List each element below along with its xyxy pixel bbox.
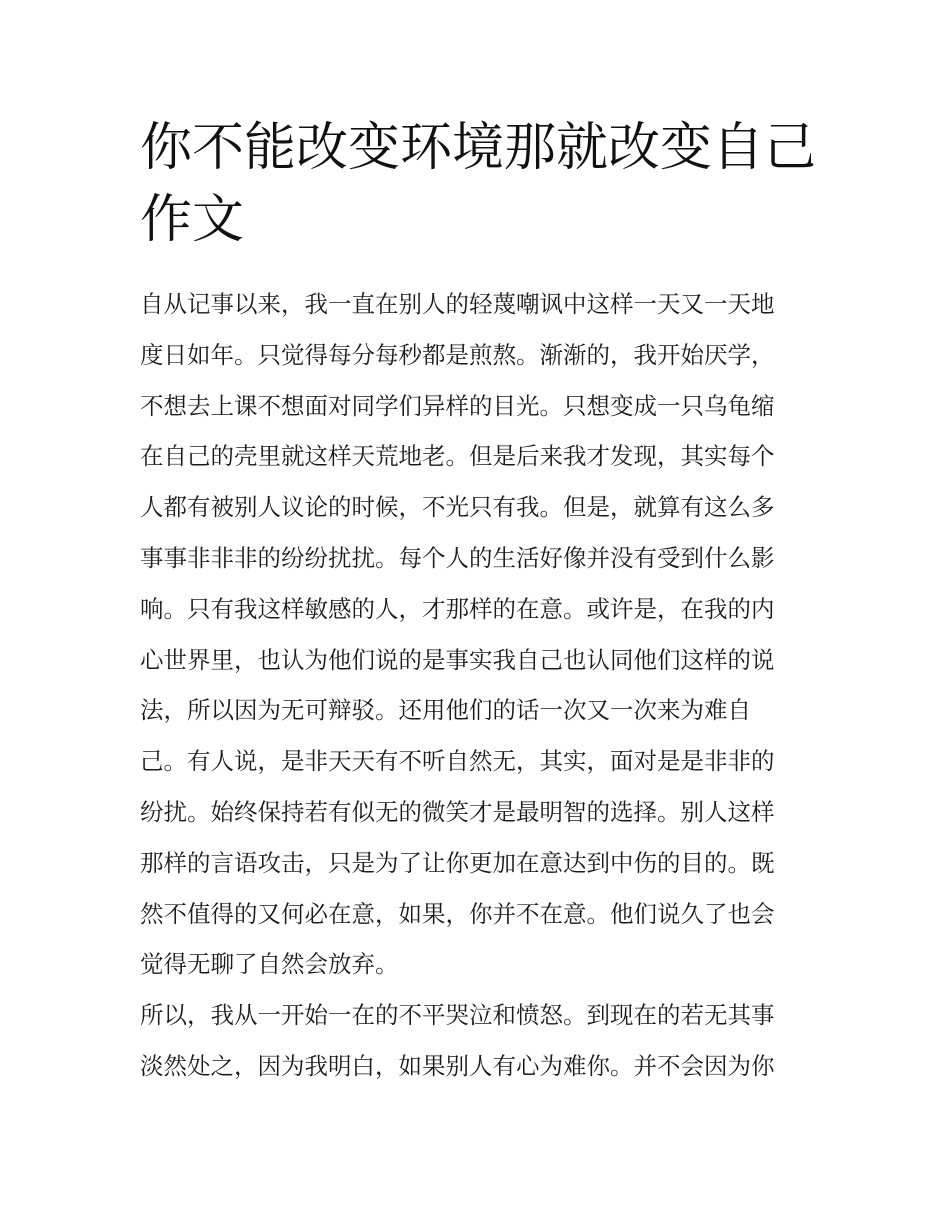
body-line: 纷扰。始终保持若有似无的微笑才是最明智的选择。别人这样 [140,797,775,826]
body-line: 淡然处之，因为我明白，如果别人有心为难你。并不会因为你 [140,1051,775,1080]
document-title [140,112,820,256]
body-line: 在自己的壳里就这样天荒地老。但是后来我才发现，其实每个 [140,442,775,471]
body-line: 自从记事以来，我一直在别人的轻蔑嘲讽中这样一天又一天地 [140,290,775,318]
document-body [140,279,820,1092]
body-line: 人都有被别人议论的时候，不光只有我。但是，就算有这么多 [140,493,775,522]
body-line: 度日如年。只觉得每分每秒都是煎熬。渐渐的，我开始厌学， [140,340,775,369]
body-line: 那样的言语攻击，只是为了让你更加在意达到中伤的目的。既 [140,848,775,877]
body-line: 所以，我从一开始一在的不平哭泣和愤怒。到现在的若无其事 [140,1001,775,1030]
body-line: 觉得无聊了自然会放弃。 [140,950,399,979]
body-line: 不想去上课不想面对同学们异样的目光。只想变成一只乌龟缩 [140,391,775,420]
body-line: 心世界里，也认为他们说的是事实我自己也认同他们这样的说 [140,645,775,674]
body-line: 响。只有我这样敏感的人，才那样的在意。或许是，在我的内 [140,594,775,623]
body-line: 事事非非非的纷纷扰扰。每个人的生活好像并没有受到什么影 [140,543,775,572]
body-line: 己。有人说，是非天天有不听自然无，其实，面对是是非非的 [140,747,775,776]
body-line: 然不值得的又何必在意，如果，你并不在意。他们说久了也会 [140,899,775,928]
body-line: 法，所以因为无可辩驳。还用他们的话一次又一次来为难自 [140,696,751,725]
title-line: 作文 [140,190,245,250]
title-line: 你不能改变环境那就改变自己 [140,118,817,178]
